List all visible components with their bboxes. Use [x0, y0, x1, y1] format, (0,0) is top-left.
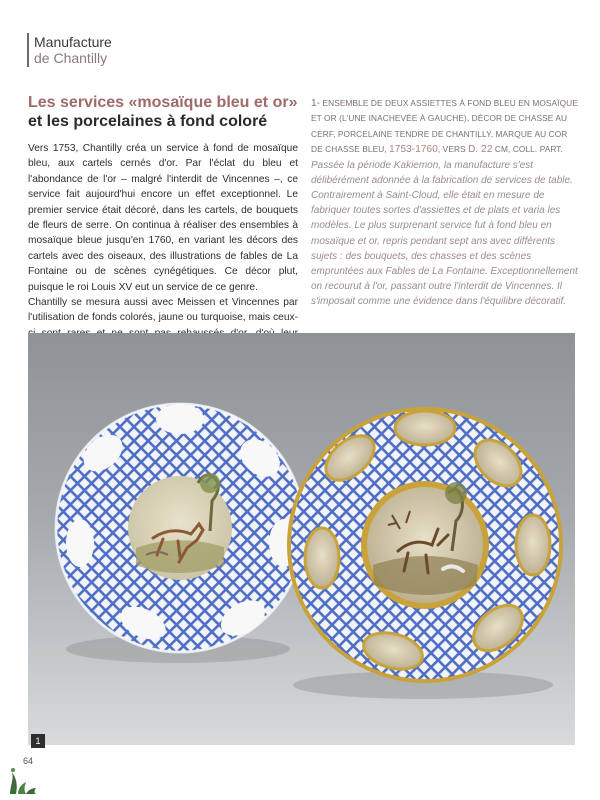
page-number: 64: [23, 756, 34, 766]
article-body: [28, 141, 298, 357]
plate-reserve: [66, 519, 94, 567]
right-plate: [287, 407, 563, 683]
article-title-line1: Les services «mosaïque bleu et or»: [28, 94, 298, 111]
page-ornament-icon: [4, 760, 40, 796]
caption-collection: CM, COLL. PART.: [494, 144, 563, 155]
plates-photograph: [28, 333, 575, 745]
header-rule: [27, 33, 29, 67]
caption-number: 1-: [311, 98, 321, 109]
plate-reserve: [156, 404, 204, 434]
caption-dates: 1753-1760: [389, 144, 438, 156]
caption-header: [311, 96, 579, 158]
article-paragraph: Chantilly se mesura aussi avec Meissen et Vincennes par l'utilisation de fonds colorés, jaune ou turquoise, mais ceux-: [28, 297, 298, 324]
article-heading: [28, 93, 298, 131]
plate-cartouche: [516, 515, 550, 575]
plates-illustration: [28, 333, 575, 745]
section-subtitle: de Chantilly: [34, 50, 108, 66]
figure-number: 1: [31, 734, 45, 748]
article-paragraph: Vers 1753, Chantilly créa un service à fond de mosaïque bleu, aux cartels cernés d'or. Par l'éclat du bleu et l'abondance de l'or – malgré l'interdit de Vincennes –, ce service fait aujourd'hui encore un effet exceptionnel. Le premier service était décoré, dans les cartels, de bouquets de fleurs de serre. On continua à réaliser des ensembles à mosaïque bleue jusqu'en 1760, en variant les décors des cartels avec des oiseaux, des illustrations de fables de La Fontaine ou de scènes cynégétiques. Ce décor plut, puisque le roi Louis XV eut un service de ce genre.: [28, 143, 298, 293]
caption-description: ENSEMBLE DE DEUX ASSIETTES À FOND BLEU EN MOSAÏQUE ET OR (L'UNE INACHEVÉE À GAUCHE), DÉCOR DE CHASSE AU CERF, PORCELAINE TENDRE DE CHANTILLY, MARQUE AU COR DE CHASSE BLEU,: [311, 98, 578, 155]
article-title-line2: et les porcelaines à fond coloré: [28, 113, 268, 130]
section-title: Manufacture: [34, 34, 112, 50]
plate-cartouche: [395, 411, 455, 445]
caption-body: Passée la période Kakiemon, la manufacture s'est délibérément adonnée à la fabrication de services de table. Contrairement à Saint-Cloud, elle était en mesure de fabriquer toutes sortes d'assiettes et de plats et varia les modèles. Le plus surprenant service fut à fond bleu en mosaïque et or, repris pendant sept ans avec différents sujets : des bouquets, des chasses et des scènes empruntées aux Fables de La Fontaine. Exceptionnellement on recourut à l'or, passant outre l'interdit de Vincennes. Il s'imposait comme une évidence dans l'équilibre décoratif.: [311, 159, 578, 308]
left-plate: [56, 404, 304, 652]
plate-cartouche: [305, 528, 339, 588]
caption-dimension: D. 22: [468, 144, 493, 156]
figure-caption: [311, 96, 579, 310]
caption-vers: , VERS: [437, 144, 466, 155]
